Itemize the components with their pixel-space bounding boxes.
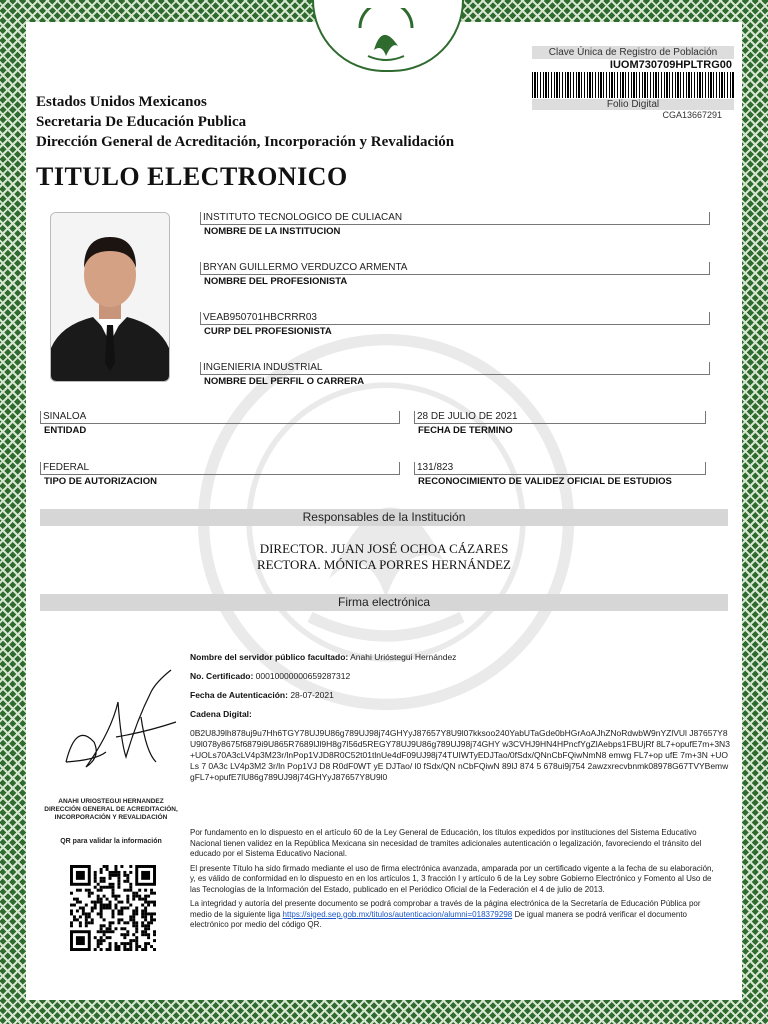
rectora-name: RECTORA. MÓNICA PORRES HERNÁNDEZ [256, 557, 511, 572]
signer-office: DIRECCIÓN GENERAL DE ACREDITACIÓN, INCORPORACIÓN Y REVALIDACIÓN [44, 806, 178, 821]
cadena-label: Cadena Digital: [190, 709, 252, 719]
field-curp [200, 312, 710, 337]
servidor-value: Anahi Urióstegui Hernández [350, 652, 457, 662]
field-rvoe [414, 462, 706, 487]
servidor-label: Nombre del servidor público facultado: [190, 652, 349, 662]
fecha-termino-value: 28 DE JULIO DE 2021 [414, 411, 706, 424]
entidad-value: SINALOA [40, 411, 400, 424]
qr-label: QR para validar la información [60, 838, 162, 845]
fecha-row [190, 690, 730, 701]
field-fecha-termino [414, 411, 706, 436]
curp-box [532, 46, 734, 120]
rvoe-label: RECONOCIMIENTO DE VALIDEZ OFICIAL DE ESTUDIOS [418, 476, 672, 487]
certificado-value: 00010000000659287312 [255, 671, 351, 681]
institucion-label: NOMBRE DE LA INSTITUCION [204, 226, 341, 237]
person-photo-icon [51, 213, 169, 381]
cadena-label-row [190, 709, 730, 720]
fecha-value: 28-07-2021 [290, 690, 334, 700]
curp-box-label: Clave Única de Registro de Población [532, 46, 734, 59]
legal-p2: El presente Título ha sido firmado mediante el uso de firma electrónica avanzada, amparada por un certificado vigente a la fecha de su elaboración, y, es válido de conformidad en lo dispuesto en en los artículos 1, 3 fracción I y artículo 6 de la Ley sobre Gobierno Electrónico y Fomento al Uso de las Tecnologías de la Información del Estado, publicado en el Periódico Oficial de la Federación el 4 de julio de 2013. [190, 863, 714, 894]
government-header [36, 92, 454, 152]
document-body [26, 22, 742, 1000]
section-firma: Firma electrónica [40, 594, 728, 611]
field-autorizacion [40, 462, 400, 487]
handwritten-signature [56, 662, 186, 777]
header-line-1: Estados Unidos Mexicanos [36, 94, 207, 110]
certificado-label: No. Certificado: [190, 671, 254, 681]
legal-p3-pre: La integridad y autoría del presente documento se podrá comprobar a través de la página electrónica de la Secretaría de Educación Pública por medio de la siguiente liga [190, 899, 701, 919]
verification-link[interactable]: https://siged.sep.gob.mx/titulos/autenticacion/alumni=018379298 [282, 909, 513, 919]
field-carrera [200, 362, 710, 387]
field-institucion [200, 212, 710, 237]
profesionista-label: NOMBRE DEL PROFESIONISTA [204, 276, 348, 287]
fecha-label: Fecha de Autenticación: [190, 690, 288, 700]
legal-p3-post: De igual manera se podrá verificar el documento electrónico por medio del código QR. [190, 909, 687, 929]
signer-block [36, 798, 186, 822]
carrera-label: NOMBRE DEL PERFIL O CARRERA [204, 376, 365, 387]
page-title: TITULO ELECTRONICO [36, 162, 348, 191]
carrera-value: INGENIERIA INDUSTRIAL [200, 362, 710, 375]
folio-value: CGA13667291 [662, 110, 722, 120]
section-responsables: Responsables de la Institución [40, 509, 728, 526]
autorizacion-label: TIPO DE AUTORIZACION [44, 476, 157, 487]
field-profesionista [200, 262, 710, 287]
curp-box-value: IUOM730709HPLTRG00 [609, 59, 732, 71]
rvoe-value: 131/823 [414, 462, 706, 475]
firma-info [190, 652, 730, 791]
certificado-row [190, 671, 730, 682]
curp-value: VEAB950701HBCRRR03 [200, 312, 710, 325]
entidad-label: ENTIDAD [44, 425, 87, 436]
barcode [532, 72, 734, 98]
cadena-value: 0B2U8J9lh878uj9u7Hh6TGY78UJ9U86g789UJ98j74GHYyJ87657Y8U9l07kksoo240YabUTaGde0bHGrAoAJhZNoRdwbW9nYZlVUl J87657Y8U9l078y8675f6879i9U865R7689lJl9H8g7l56d5REGY78UJ9U86g789UJ98j74GHY w3CVHJ9HN4HPncfYgZlAebps1FBUjRf 8L7+opufE7m+3N3+UOLs70A3cLV4p3M23r/lnPop1VJD8R0C52t01tlnUe4dF09UJ98j74TUIWTyEDJTao/0fSdx/QNnCbFQiwNmN8 emwg FL7+op ufE 7m+3N +UOLs 7 0A3c LV4p3M2 3r/ln Pop1VJ D8 R0dF0WT yE DJTao/ l0 fSdx/QN nCbFQiwN 89lJ 874 5 678ui9j754 2awzxrecvbnmk08978G67TVYBemwgFL7+opufE7lU86g789UJ98j74GHYyJ87657Y8U9l0 [190, 728, 730, 782]
person-photo [50, 212, 170, 382]
header-line-3: Dirección General de Acreditación, Incorporación y Revalidación [36, 134, 455, 150]
curp-label: CURP DEL PROFESIONISTA [204, 326, 332, 337]
folio-label: Folio Digital [532, 99, 734, 110]
signer-name: ANAHI URIOSTEGUI HERNANDEZ [58, 798, 164, 805]
servidor-row [190, 652, 730, 663]
autorizacion-value: FEDERAL [40, 462, 400, 475]
eagle-seal-icon [352, 8, 420, 64]
director-name: DIRECTOR. JUAN JOSÉ OCHOA CÁZARES [259, 541, 509, 556]
legal-p3 [190, 899, 720, 931]
header-line-2: Secretaria De Educación Publica [36, 114, 247, 130]
legal-p1: Por fundamento en lo dispuesto en el artículo 60 de la Ley General de Educación, los títulos expedidos por instituciones del Sistema Educativo Nacional tienen validez en la República Mexicana sin necesidad de tramites adicionales autenticación o legalización, favoreciendo el tránsito del educado por el Sistema Educativo Nacional. [190, 828, 702, 858]
profesionista-value: BRYAN GUILLERMO VERDUZCO ARMENTA [200, 262, 710, 275]
institucion-value: INSTITUTO TECNOLOGICO DE CULIACAN [200, 212, 710, 225]
fecha-termino-label: FECHA DE TERMINO [418, 425, 513, 436]
qr-code[interactable] [70, 865, 156, 951]
legal-text [190, 828, 720, 935]
field-entidad [40, 411, 400, 436]
